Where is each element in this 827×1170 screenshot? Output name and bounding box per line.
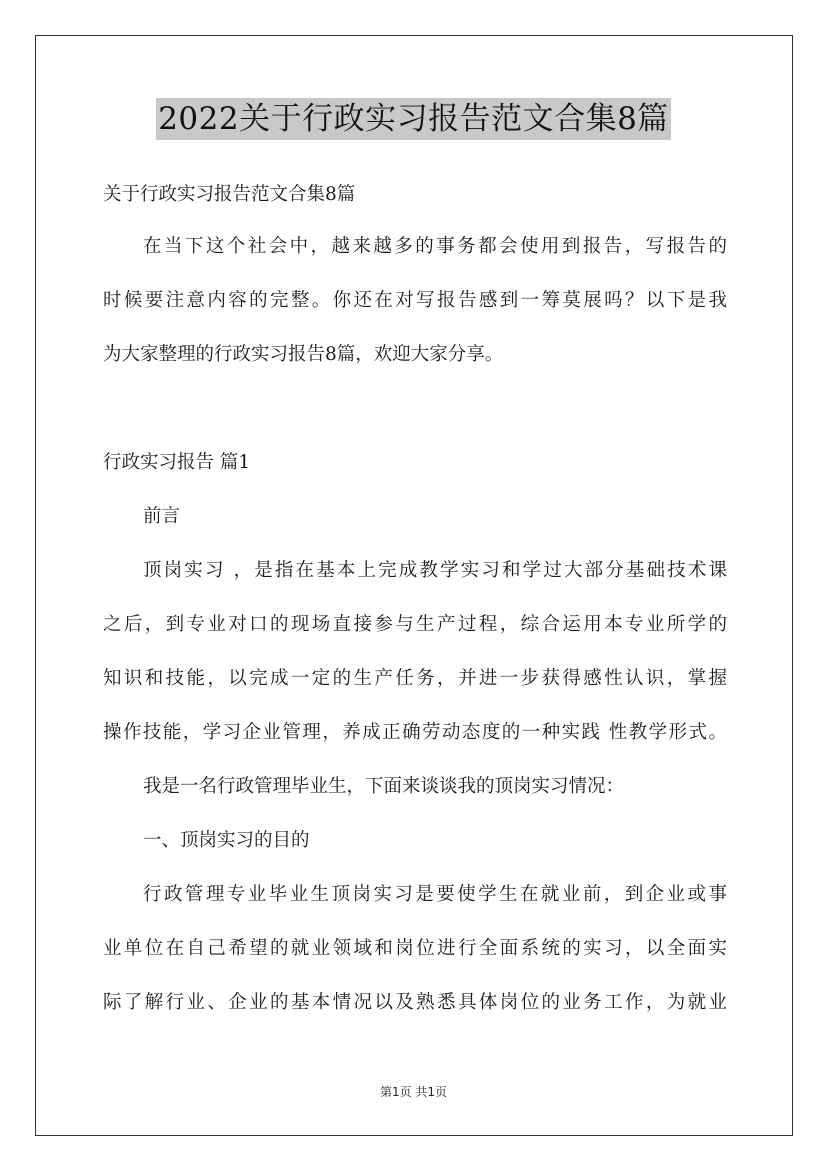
section-heading: 行政实习报告 篇1 xyxy=(103,452,251,473)
paragraph-line: 我是一名行政管理毕业生，下面来谈谈我的顶岗实习情况： xyxy=(143,776,625,797)
paragraph-line: 操作技能，学习企业管理，养成正确劳动态度的一种实践 性教学形式。 xyxy=(103,722,727,743)
paragraph-line: 顶岗实习 ，是指在基本上完成教学实习和学过大部分基础技术课 xyxy=(143,560,727,581)
paragraph-line: 知识和技能，以完成一定的生产任务，并进一步获得感性认识，掌握 xyxy=(103,668,727,689)
section-subheading: 一、顶岗实习的目的 xyxy=(143,830,310,851)
document-title: 2022关于行政实习报告范文合集8篇 xyxy=(156,98,671,140)
title-container xyxy=(0,98,827,140)
paragraph-line: 在当下这个社会中，越来越多的事务都会使用到报告，写报告的 xyxy=(143,236,727,257)
paragraph-line: 际了解行业、企业的基本情况以及熟悉具体岗位的业务工作，为就业 xyxy=(103,992,727,1013)
paragraph-line: 业单位在自己希望的就业领域和岗位进行全面系统的实习，以全面实 xyxy=(103,938,727,959)
paragraph-line: 之后，到专业对口的现场直接参与生产过程，综合运用本专业所学的 xyxy=(103,614,727,635)
page-footer: 第1页 共1页 xyxy=(379,1085,448,1099)
paragraph-line: 行政管理专业毕业生顶岗实习是要使学生在就业前，到企业或事 xyxy=(143,884,727,905)
paragraph-line: 为大家整理的行政实习报告8篇，欢迎大家分享。 xyxy=(103,344,504,365)
paragraph-line: 时候要注意内容的完整。你还在对写报告感到一筹莫展吗？以下是我 xyxy=(103,290,727,311)
subtitle-line: 关于行政实习报告范文合集8篇 xyxy=(103,184,356,205)
paragraph-line: 前言 xyxy=(143,506,181,527)
